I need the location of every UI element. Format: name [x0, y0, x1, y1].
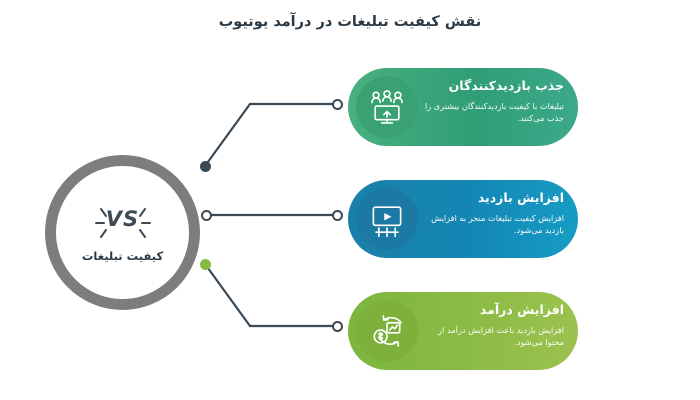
connector-dot-hub-bottom	[200, 259, 211, 270]
card-text-block	[424, 303, 564, 349]
card-title: افزایش درآمد	[479, 302, 564, 317]
connector-dot-card-bottom	[332, 321, 343, 332]
hub-circle	[45, 155, 200, 310]
connector-dot-card-middle	[332, 210, 343, 221]
connector-line-bottom	[205, 264, 335, 326]
vs-icon	[95, 203, 151, 243]
card-description: تبلیغات با کیفیت بازدیدکنندگان بیشتری را جذب می‌کنند.	[424, 100, 564, 124]
revenue-cycle-icon	[356, 300, 418, 362]
card-title: جذب بازدیدکنندگان	[448, 78, 564, 93]
card-text-block	[424, 79, 564, 125]
card-description: افزایش بازدید باعث افزایش درآمد از محتوا می‌شود.	[438, 324, 564, 348]
card-description: افزایش کیفیت تبلیغات منجر به افزایش بازدید می‌شود.	[431, 212, 564, 236]
video-play-chart-icon	[356, 188, 418, 250]
audience-monitor-icon	[356, 76, 418, 138]
connector-line-top	[205, 104, 335, 166]
card-text-block	[424, 191, 564, 237]
card-attract-viewers	[348, 68, 578, 146]
connector-dot-card-top	[332, 99, 343, 110]
hub-label: کیفیت تبلیغات	[81, 248, 164, 263]
card-increase-revenue	[348, 292, 578, 370]
hub-content	[56, 166, 189, 299]
connector-dot-hub-middle	[201, 210, 212, 221]
card-increase-views	[348, 180, 578, 258]
connector-dot-hub-top	[200, 161, 211, 172]
page-title: نقش کیفیت تبلیغات در درآمد یوتیوب	[218, 14, 482, 30]
card-title: افزایش بازدید	[477, 190, 564, 205]
vs-label: VS	[105, 206, 140, 231]
